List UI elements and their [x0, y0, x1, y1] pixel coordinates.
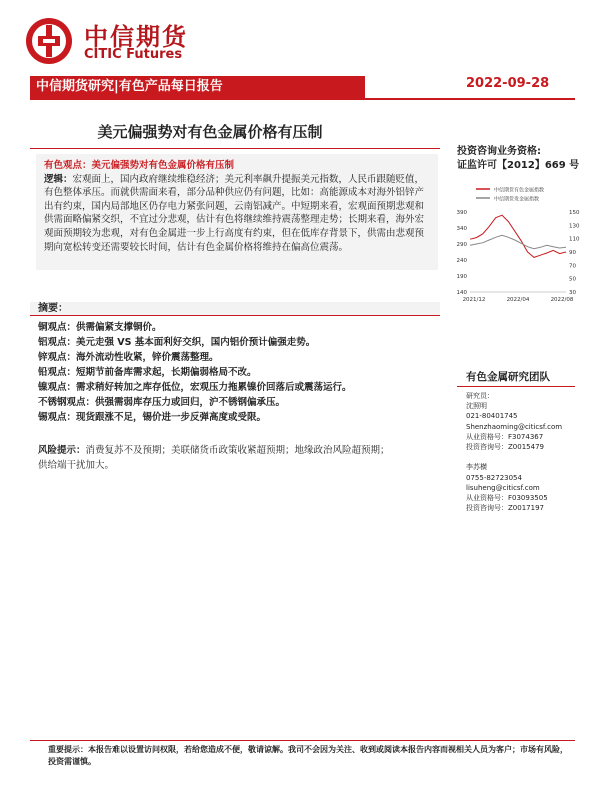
- report-title: 美元偏强势对有色金属价格有压制: [97, 123, 323, 141]
- y-right-tick: 130: [569, 223, 580, 230]
- team-divider: [457, 386, 575, 387]
- license-label: 投资咨询业务资格:: [457, 146, 541, 157]
- analyst-line[interactable]: lisuheng@citicsf.com: [466, 483, 540, 492]
- license-number: 证监许可【2012】669 号: [457, 160, 580, 171]
- brand-name-cn: 中信期货: [84, 23, 188, 51]
- y-left-tick: 340: [456, 226, 467, 232]
- y-left-tick: 240: [456, 258, 467, 264]
- abstract-list: [38, 320, 352, 425]
- view-tin: 锡观点：现货跟涨不足，锡价进一步反弹高度或受限。: [38, 412, 267, 423]
- analyst-line: 从业资格号：F03093505: [466, 494, 548, 503]
- x-tick: 2021/12: [462, 297, 486, 303]
- footer-divider: [30, 740, 575, 741]
- title-divider: [30, 148, 440, 149]
- summary-logic-text: 宏观面上，国内政府继续维稳经济；美元利率飙升提振美元指数，人民币跟随贬值，有色整体承压。而就供需面来看，部分品种供应仍有问题，比如：高能源成本对海外铝锌产出有约束，国内局部地区仍存电力紧张问题，云南铝减产。中短期来看，宏观面预期悲观和供需面略偏紧交织，不宜过分悲观，估计有色将继续维持震荡整理走势；长期来看，海外宏观面预期较为悲观，对有色金属进一步上行高度有约束，但在低库存背景下，供需由悲观预期向宽松转变还需要较长时间，估计有色金属价格将维持在偏高位震荡。: [44, 173, 425, 253]
- view-copper: 铜观点：供需偏紧支撑铜价。: [38, 322, 162, 333]
- y-right-tick: 150: [569, 210, 580, 216]
- summary-body: [44, 173, 430, 255]
- x-tick: 2022/08: [550, 297, 574, 303]
- analyst-info: [466, 391, 562, 513]
- analyst-line[interactable]: 0755-82723054: [466, 473, 522, 482]
- analyst-line: [466, 452, 562, 462]
- citic-logo: [24, 16, 74, 66]
- view-aluminum: 铝观点：美元走强 VS 基本面利好交织，国内铝价预计偏强走势。: [38, 337, 316, 348]
- y-right-tick: 50: [569, 276, 576, 283]
- abstract-header: 摘要：: [30, 302, 440, 316]
- y-right-tick: 70: [569, 263, 576, 270]
- analyst-line[interactable]: 021-80401745: [466, 412, 518, 421]
- report-date: 2022-09-28: [466, 76, 550, 91]
- analyst-line: 投资咨询号：Z0015479: [466, 443, 544, 452]
- y-left-tick: 290: [456, 242, 467, 248]
- view-stainless: 不锈钢观点：供强需弱库存压力或回归，沪不锈钢偏承压。: [38, 397, 286, 408]
- y-left-tick: 390: [456, 210, 467, 216]
- x-tick: 2022/04: [506, 297, 530, 303]
- footer-disclaimer: 重要提示：本报告难以设置访问权限，若给您造成不便，敬请谅解。我司不会因为关注、收到或阅读本报告内容而视相关人员为客户；市场有风险，投资需谨慎。: [48, 745, 568, 766]
- report-banner: 中信期货研究|有色产品每日报告: [30, 76, 365, 98]
- analyst-line: 投资咨询号：Z0017197: [466, 504, 544, 513]
- analyst-line: 李苏横: [466, 463, 487, 472]
- index-chart: [448, 182, 582, 307]
- risk-text: 消费复苏不及预期；美联储货币政策收紧超预期；地缘政治风险超预期；供给端干扰加大。: [38, 445, 390, 471]
- analyst-line: 研究员：: [466, 392, 494, 400]
- legend-label: 中信期货贵金属指数: [494, 196, 540, 203]
- y-right-tick: 30: [569, 290, 576, 296]
- brand-name-en: CITIC Futures: [84, 47, 183, 62]
- team-title: 有色金属研究团队: [466, 371, 550, 383]
- summary-box: [36, 154, 438, 270]
- series-line: [470, 235, 566, 248]
- analyst-line[interactable]: Shenzhaoming@citicsf.com: [466, 422, 563, 431]
- summary-title: 有色观点：美元偏强势对有色金属价格有压制: [44, 160, 235, 171]
- y-left-tick: 140: [456, 290, 467, 296]
- analyst-line: 从业资格号：F3074367: [466, 432, 544, 441]
- view-lead: 铅观点：短期节前备库需求起，长期偏弱格局不改。: [38, 367, 257, 378]
- risk-label: 风险提示：: [38, 445, 86, 456]
- summary-logic-label: 逻辑：: [44, 173, 73, 185]
- view-nickel: 镍观点：需求稍好转加之库存低位，宏观压力拖累镍价回落后或震荡运行。: [38, 382, 352, 393]
- legend-label: 中信期货有色金属指数: [494, 187, 545, 194]
- y-left-tick: 190: [456, 274, 467, 280]
- risk-note: [38, 443, 398, 473]
- series-line: [470, 215, 566, 257]
- y-right-tick: 90: [569, 250, 576, 256]
- analyst-line: 沈照明: [466, 402, 487, 411]
- y-right-tick: 110: [569, 236, 580, 243]
- header-divider: [30, 98, 575, 100]
- view-zinc: 锌观点：海外流动性收紧，锌价震荡整理。: [38, 352, 219, 363]
